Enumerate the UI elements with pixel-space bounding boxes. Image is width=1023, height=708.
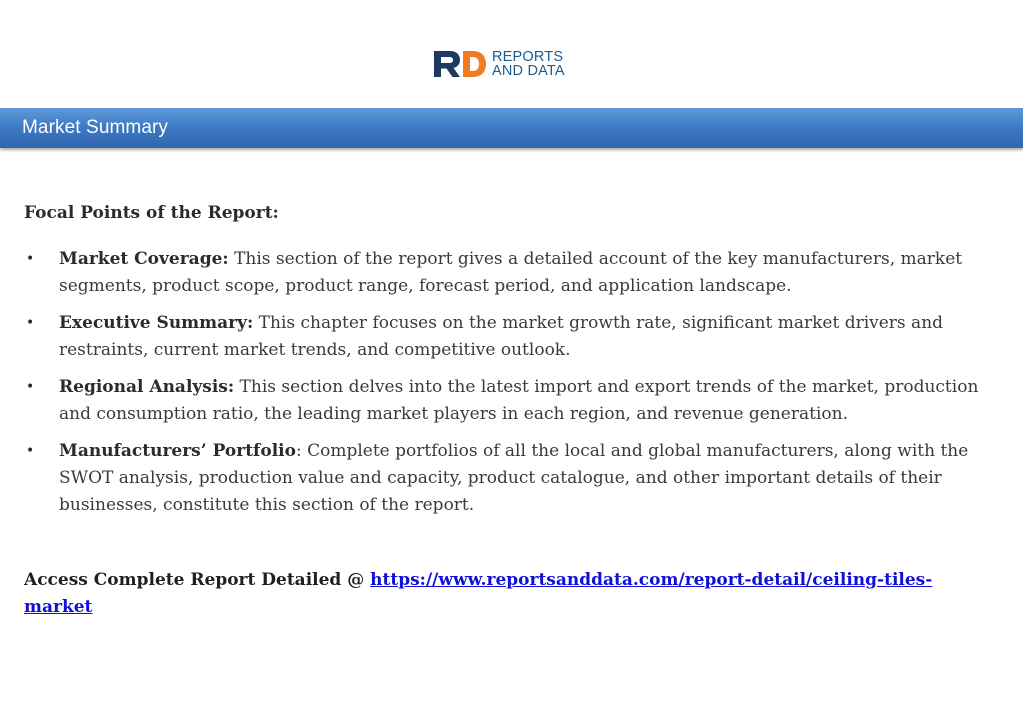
list-item-executive-summary: [24, 310, 989, 364]
bullet-text: This section delves into the latest import and export trends of the market, production and consumption ratio, the leading market players in each region, and revenue generation.: [59, 377, 979, 424]
list-item-regional-analysis: [24, 374, 989, 428]
logo-line-1: REPORTS: [492, 49, 564, 65]
bullet-icon: •: [26, 443, 35, 459]
bullet-term: Regional Analysis:: [59, 377, 235, 397]
list-item-market-coverage: [24, 246, 989, 300]
page-title: Market Summary: [22, 117, 169, 138]
bullet-term: Market Coverage:: [59, 249, 229, 269]
bullet-text: : Complete portfolios of all the local and global manufacturers, along with the SWOT analysis, production value and capacity, product catalogue, and other important details of their businesses, constitute this section of the report.: [59, 441, 969, 515]
bullet-icon: •: [26, 251, 35, 267]
section-heading: Focal Points of the Report:: [24, 203, 279, 223]
logo-wordmark: [492, 50, 565, 78]
access-report-line: [24, 567, 999, 621]
bullet-icon: •: [26, 315, 35, 331]
bullet-term: Executive Summary:: [59, 313, 254, 333]
bullet-term: Manufacturers’ Portfolio: [59, 441, 296, 461]
logo-line-2: AND DATA: [492, 63, 565, 79]
access-label: Access Complete Report Detailed @: [24, 570, 371, 590]
brand-logo: [432, 48, 565, 80]
rd-logo-mark-icon: [432, 49, 488, 79]
section-header-bar: [0, 108, 1023, 148]
focal-points-list: [24, 246, 989, 529]
bullet-text: This section of the report gives a detailed account of the key manufacturers, market segments, product scope, product range, forecast period, and application landscape.: [59, 249, 963, 296]
bullet-icon: •: [26, 379, 35, 395]
list-item-manufacturers-portfolio: [24, 438, 989, 519]
bullet-text: This chapter focuses on the market growth rate, significant market drivers and restraints, current market trends, and competitive outlook.: [59, 313, 944, 360]
report-link[interactable]: https://www.reportsanddata.com/report-detail/ceiling-tiles-market: [24, 570, 933, 617]
